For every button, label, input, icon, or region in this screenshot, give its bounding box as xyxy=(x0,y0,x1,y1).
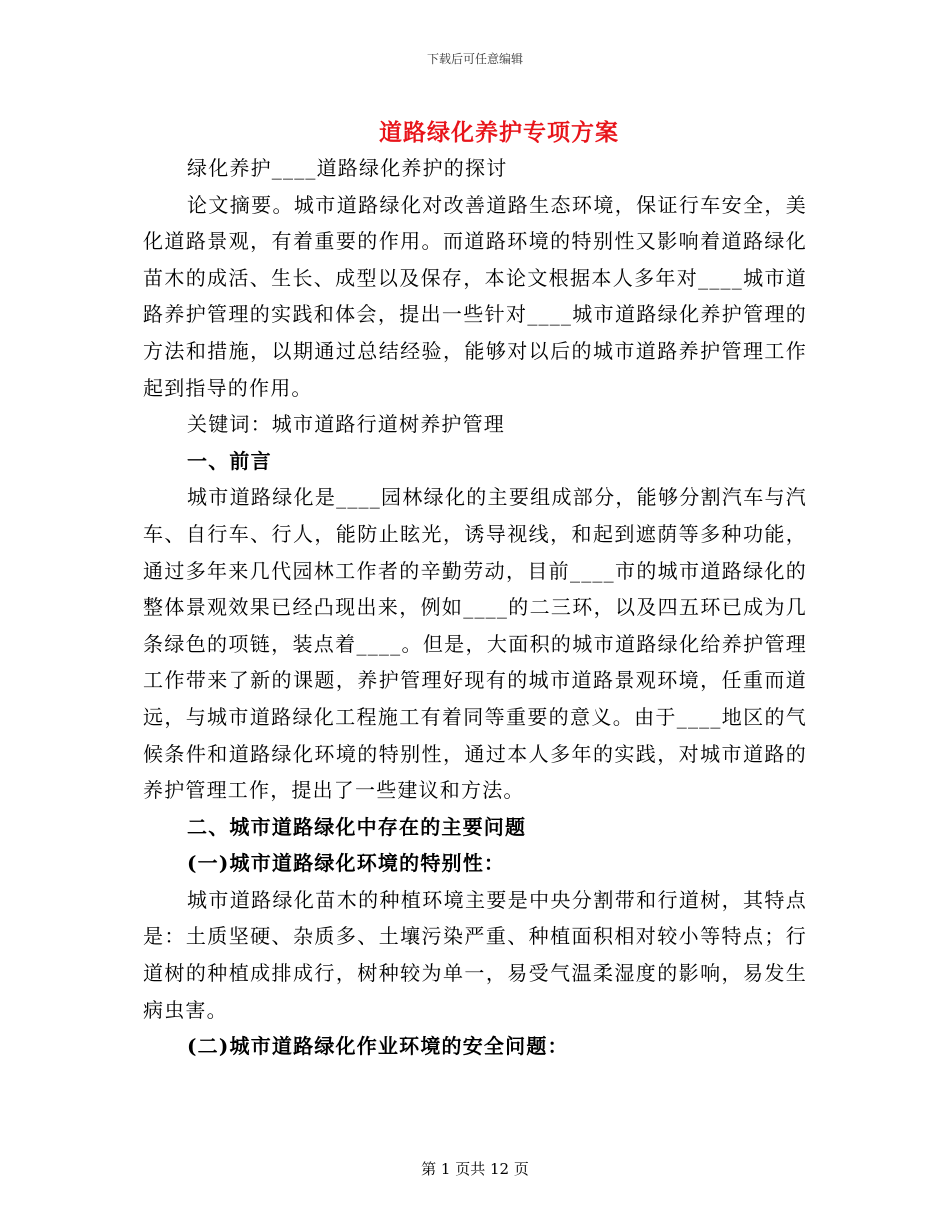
header-note: 下载后可任意编辑 xyxy=(426,52,523,66)
section-heading-preface: 一、前言 xyxy=(187,448,272,473)
document-body xyxy=(143,150,807,1065)
subsection-heading-safety: (二)城市道路绿化作业环境的安全问题： xyxy=(187,1034,569,1059)
keywords-paragraph: 关键词：城市道路行道树养护管理 xyxy=(187,412,505,437)
environment-paragraph: 城市道路绿化苗木的种植环境主要是中央分割带和行道树，其特点是：土质坚硬、杂质多、土壤污染严重、种植面积相对较小等特点；行道树的种植成排成行，树种较为单一，易受气温柔湿度的影响，易发生病虫害。 xyxy=(143,887,807,1022)
subsection-heading-environment: (一)城市道路绿化环境的特别性： xyxy=(187,851,506,876)
document-title: 道路绿化养护专项方案 xyxy=(379,119,619,146)
section-heading-main-problems: 二、城市道路绿化中存在的主要问题 xyxy=(187,814,527,839)
page-footer: 第 1 页共 12 页 xyxy=(421,1160,529,1178)
preface-paragraph: 城市道路绿化是____园林绿化的主要组成部分，能够分割汽车与汽车、自行车、行人，能防止眩光，诱导视线，和起到遮荫等多种功能，通过多年来几代园林工作者的辛勤劳动，目前____市的城市道路绿化的整体景观效果已经凸现出来，例如____的二三环，以及四五环已成为几条绿色的项链，装点着____。但是，大面积的城市道路绿化给养护管理工作带来了新的课题，养护管理好现有的城市道路景观环境，任重而道远，与城市道路绿化工程施工有着同等重要的意义。由于____地区的气候条件和道路绿化环境的特别性，通过本人多年的实践，对城市道路的养护管理工作，提出了一些建议和方法。 xyxy=(143,485,807,803)
subtitle-line: 绿化养护____道路绿化养护的探讨 xyxy=(187,156,508,180)
abstract-paragraph: 论文摘要。城市道路绿化对改善道路生态环境，保证行车安全，美化道路景观，有着重要的作用。而道路环境的特别性又影响着道路绿化苗木的成活、生长、成型以及保存，本论文根据本人多年对____城市道路养护管理的实践和体会，提出一些针对____城市道路绿化养护管理的方法和措施，以期通过总结经验，能够对以后的城市道路养护管理工作起到指导的作用。 xyxy=(143,192,807,400)
